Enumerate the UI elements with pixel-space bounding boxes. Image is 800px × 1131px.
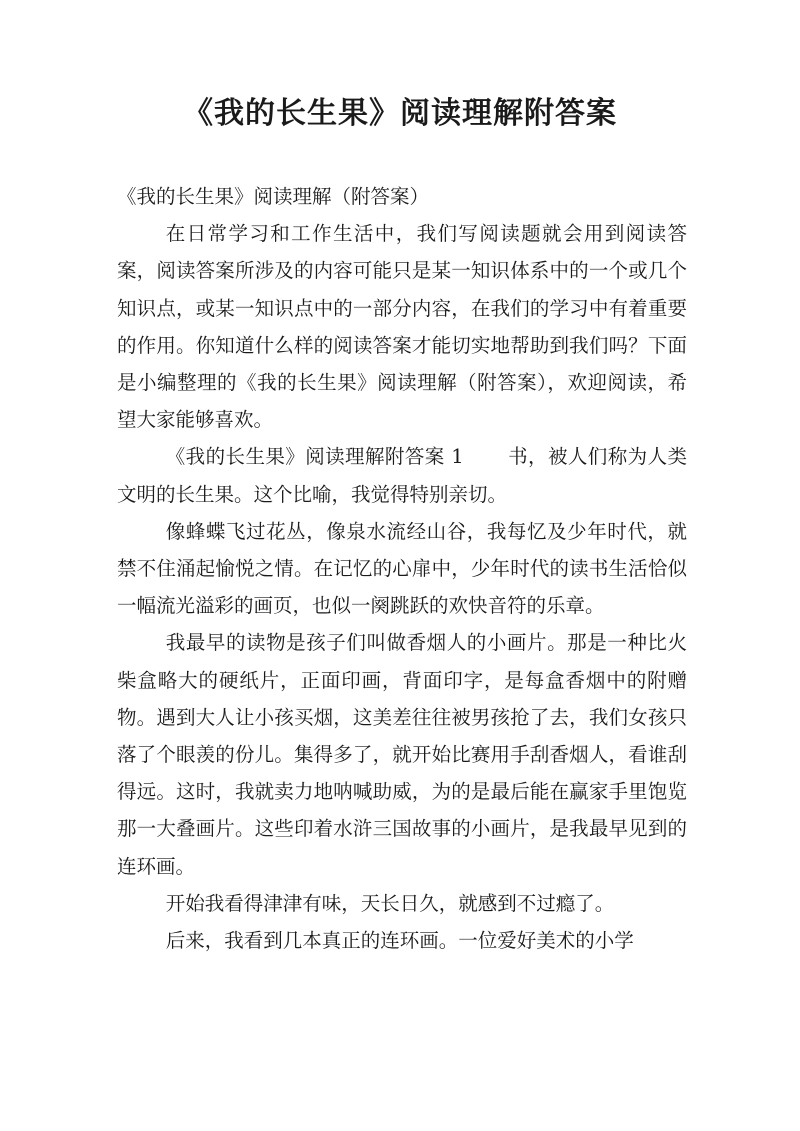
body-paragraph: 开始我看得津津有味，天长日久，就感到不过瘾了。 — [165, 891, 615, 915]
section-heading: 《我的长生果》阅读理解附答案 1 — [165, 445, 464, 469]
section-first-text: 书，被人们称为人类文明的长生果。这个比喻，我觉得特别亲切。 — [117, 445, 687, 506]
document-body — [117, 178, 687, 959]
body-paragraph: 后来，我看到几本真正的连环画。一位爱好美术的小学 — [165, 929, 634, 953]
intro-paragraph: 在日常学习和工作生活中，我们写阅读题就会用到阅读答案，阅读答案所涉及的内容可能只是某一知识体系中的一个或几个知识点，或某一知识点中的一部分内容，在我们的学习中有着重要的作用。你知道什么样的阅读答案才能切实地帮助到我们吗？下面是小编整理的《我的长生果》阅读理解（附答案），欢迎阅读，希望大家能够喜欢。 — [117, 222, 687, 432]
document-subtitle: 《我的长生果》阅读理解（附答案） — [117, 185, 430, 208]
body-paragraph: 我最早的读物是孩子们叫做香烟人的小画片。那是一种比火柴盒略大的硬纸片，正面印画，背面印字，是每盒香烟中的附赠物。遇到大人让小孩买烟，这美差往往被男孩抢了去，我们女孩只落了个眼羡的份儿。集得多了，就开始比赛用手刮香烟人，看谁刮得远。这时，我就卖力地呐喊助威，为的是最后能在赢家手里饱览那一大叠画片。这些印着水浒三国故事的小画片，是我最早见到的连环画。 — [117, 631, 687, 878]
section-paragraph — [117, 438, 687, 512]
document-title: 《我的长生果》阅读理解附答案 — [183, 96, 617, 131]
body-paragraph: 像蜂蝶飞过花丛，像泉水流经山谷，我每忆及少年时代，就禁不住涌起愉悦之情。在记忆的心扉中，少年时代的读书生活恰似一幅流光溢彩的画页，也似一阕跳跃的欢快音符的乐章。 — [117, 519, 687, 618]
